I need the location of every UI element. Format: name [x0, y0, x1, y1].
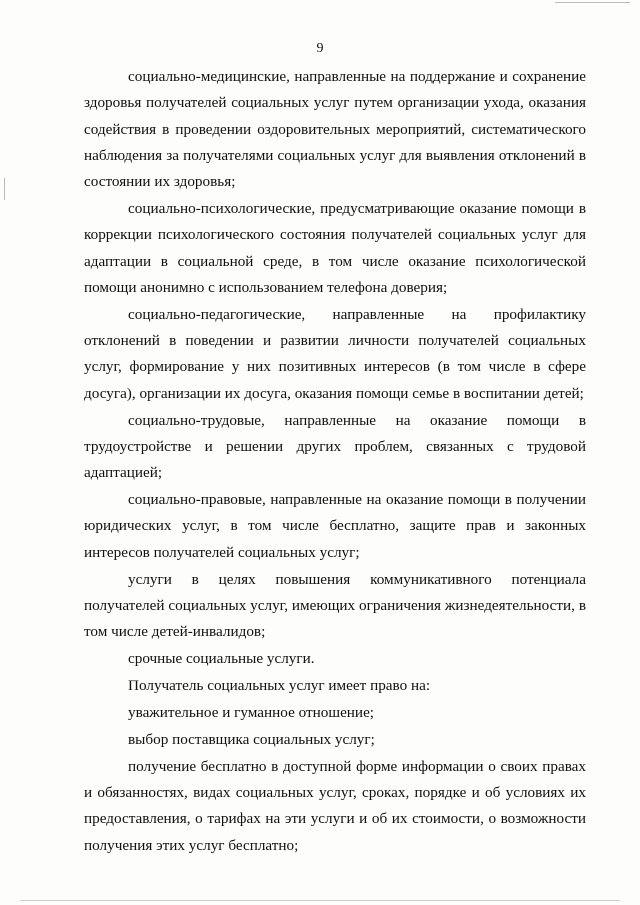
paragraph-urgent-services: срочные социальные услуги. [128, 650, 315, 668]
paragraph-social-legal: социально-правовые, направленные на оказание помощи в получении юридических услуг, в том числе бесплатно, защите прав и законных интересов получателей социальных услуг; [84, 491, 586, 561]
paragraph-social-medical: социально-медицинские, направленные на поддержание и сохранение здоровья получателей социальных услуг путем организации ухода, оказания содействия в проведении оздоровительных мероприятий, систематического наблюдения за получателями социальных услуг для выявления отклонений в состоянии их здоровья; [84, 68, 586, 191]
scan-edge-mark-bottom [20, 900, 620, 901]
document-body [84, 64, 586, 859]
paragraph-social-labor: социально-трудовые, направленные на оказание помощи в трудоустройстве и решении других проблем, связанных с трудовой адаптацией; [84, 411, 586, 482]
paragraph-free-information: получение бесплатно в доступной форме информации о своих правах и обязанностях, видах социальных услуг, сроках, порядке и об условиях их предоставления, о тарифах на эти услуги и об их стоимости, о возможности получения этих услуг бесплатно; [84, 757, 586, 854]
scan-edge-mark-top [555, 2, 630, 3]
page-number: 9 [316, 41, 324, 56]
paragraph-respectful-treatment: уважительное и гуманное отношение; [128, 703, 375, 721]
paragraph-social-pedagogical: социально-педагогические, направленные на профилактику отклонений в поведении и развитии личности получателей социальных услуг, формирование у них позитивных интересов (в том числе в сфере досуга), организации их досуга, оказания помощи семье в воспитании детей; [84, 305, 586, 402]
scan-edge-mark-left [4, 178, 5, 200]
paragraph-recipient-rights: Получатель социальных услуг имеет право на: [128, 676, 431, 694]
paragraph-provider-choice: выбор поставщика социальных услуг; [128, 730, 375, 748]
paragraph-social-psychological: социально-психологические, предусматривающие оказание помощи в коррекции психологического состояния получателей социальных услуг для адаптации в социальной среде, в том числе оказание психологической помощи анонимно с использованием телефона доверия; [84, 200, 586, 296]
paragraph-communicative-services: услуги в целях повышения коммуникативного потенциала получателей социальных услуг, имеющих ограничения жизнедеятельности, в том числе детей-инвалидов; [84, 570, 586, 641]
